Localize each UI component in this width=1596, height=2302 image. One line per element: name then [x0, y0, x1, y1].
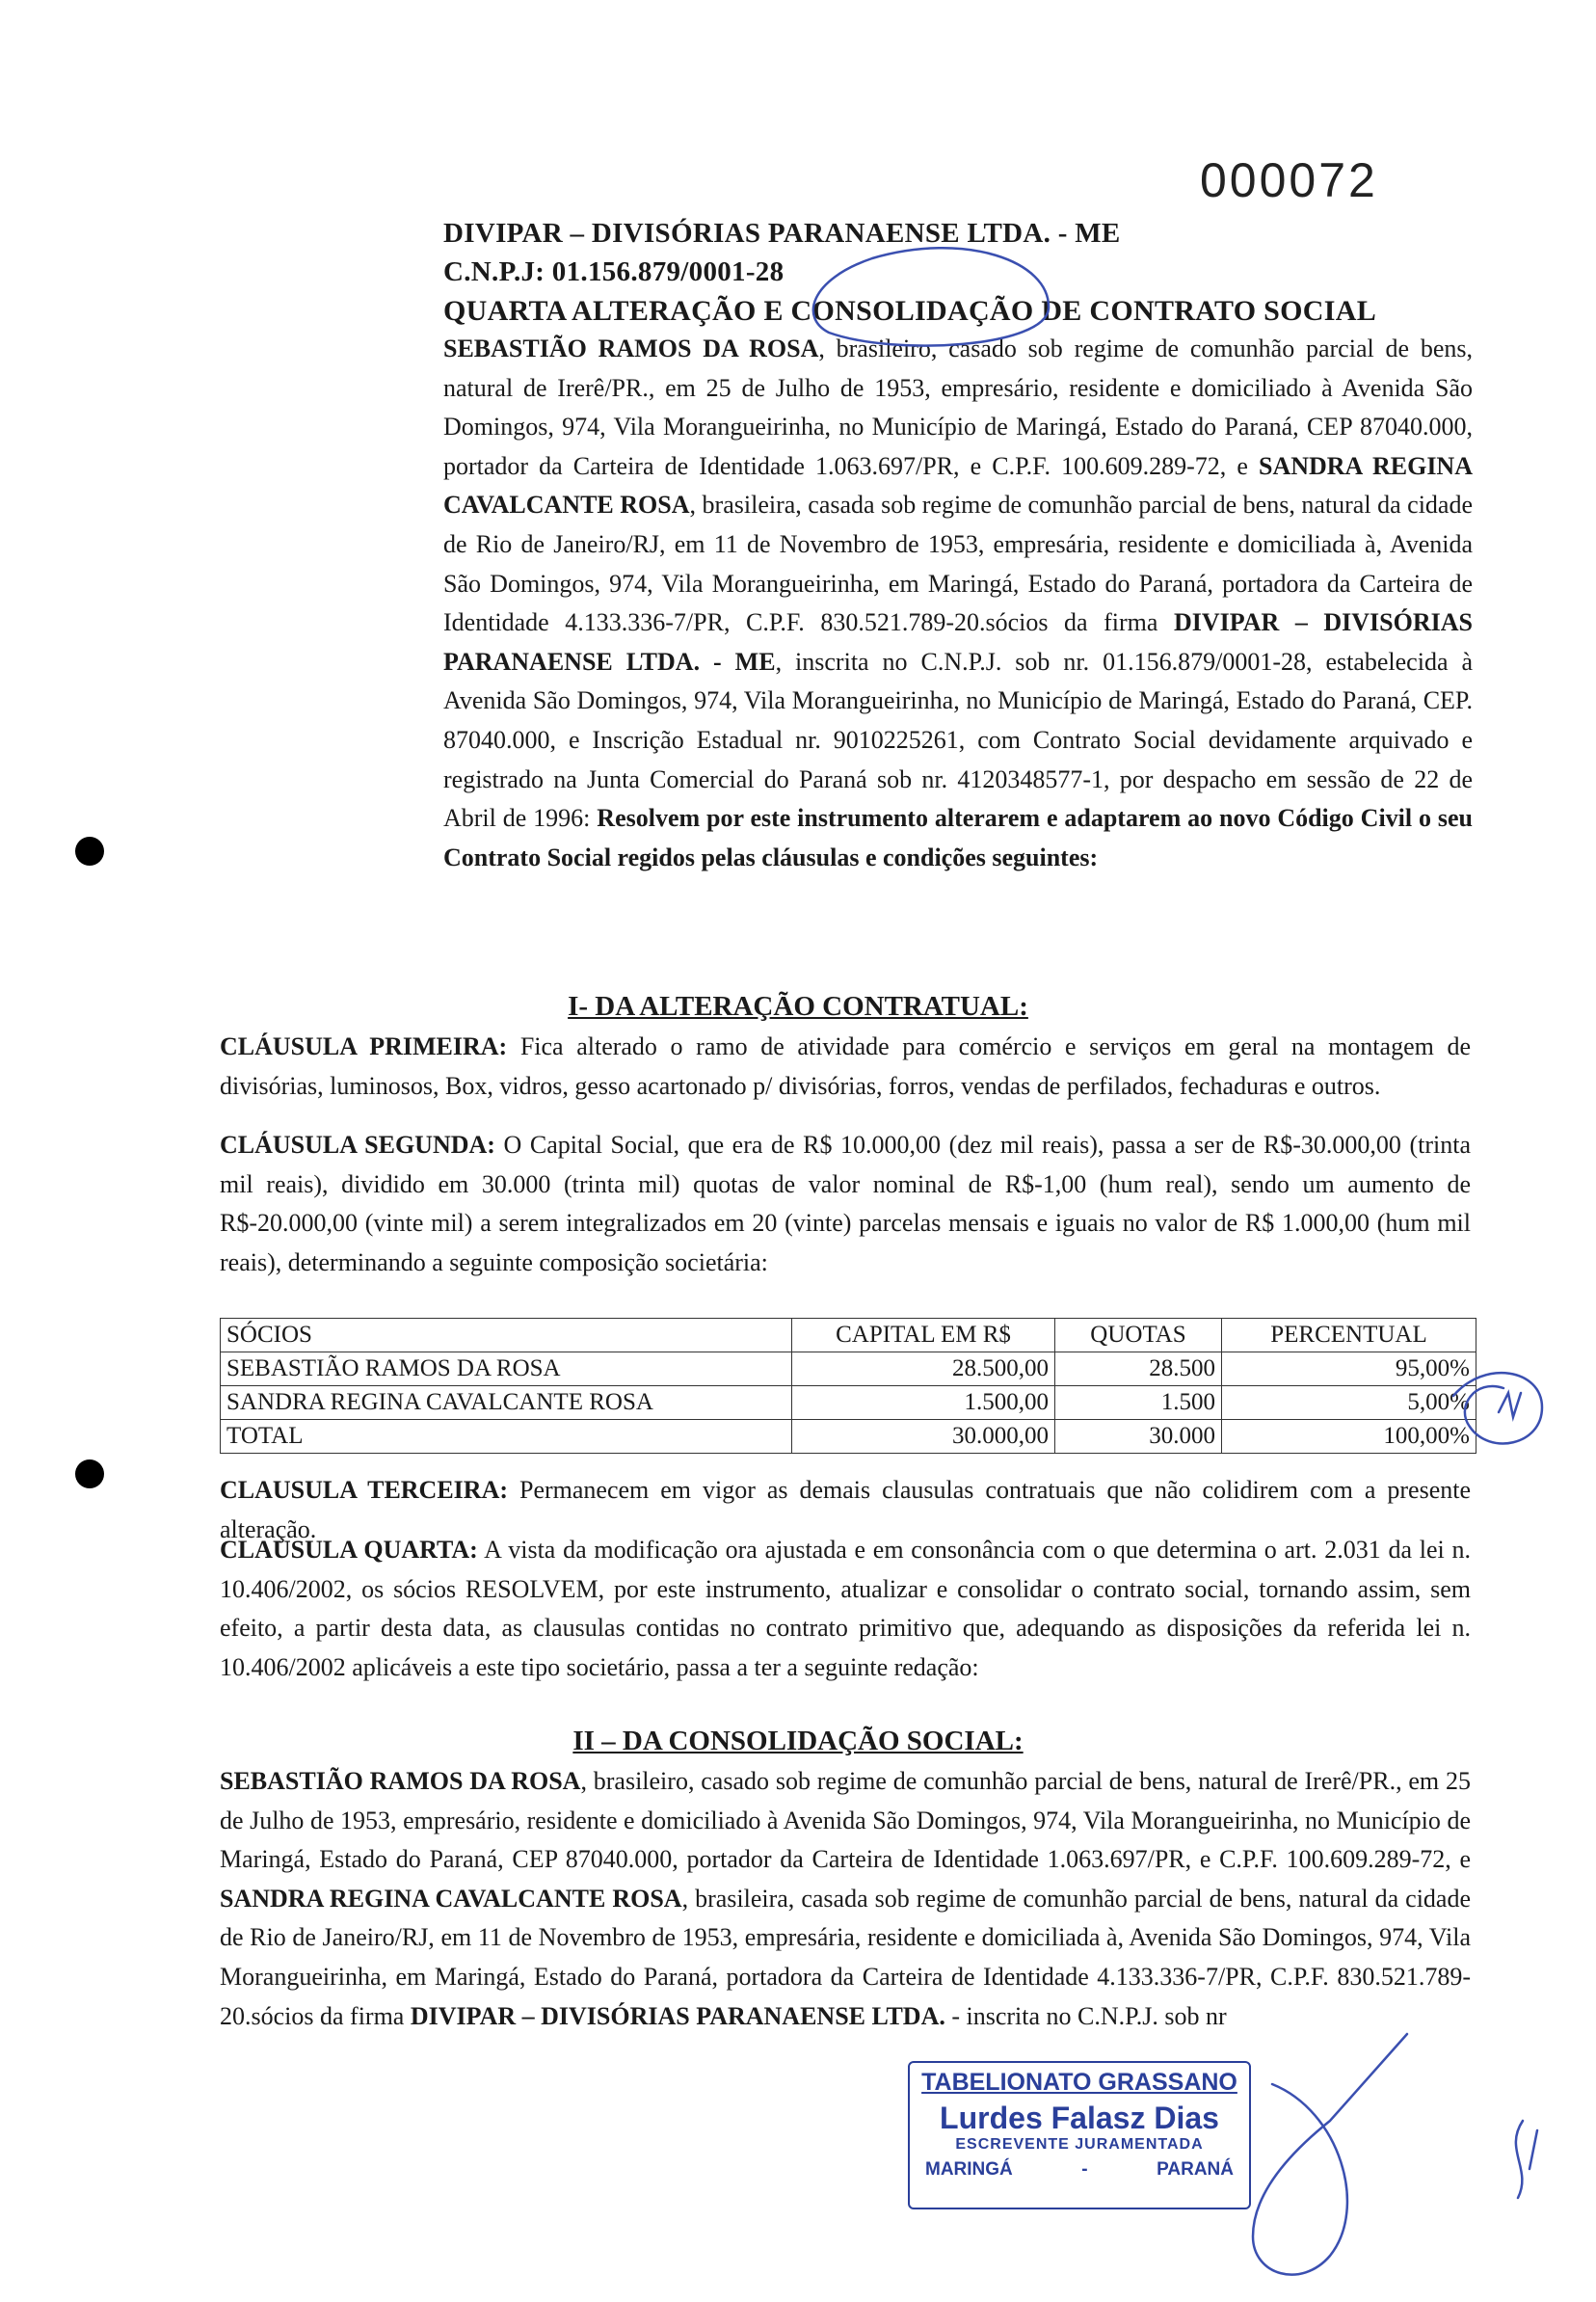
stamp-city: MARINGÁ — [925, 2159, 1013, 2180]
section-1-title: I- DA ALTERAÇÃO CONTRATUAL: — [568, 991, 1028, 1022]
clause-2: CLÁUSULA SEGUNDA: O Capital Social, que era de R$ 10.000,00 (dez mil reais), passa a ser de R$-30.000,00 (trinta mil reais), dividido em 30.000 (trinta mil) quotas de valor nominal de R$-1,00 (hum real), sendo um aumento de R$-20.000,00 (vinte mil) a serem integralizados em 20 (vinte) parcelas mensais e iguais no valor de R$ 1.000,00 (hum mil reais), determinando a seguinte composição societária: — [220, 1131, 1471, 1276]
table-cell: 1.500,00 — [792, 1386, 1055, 1420]
clause-1-label: CLÁUSULA PRIMEIRA: — [220, 1032, 508, 1060]
firm-name: DIVIPAR – DIVISÓRIAS PARANAENSE LTDA. - ME — [443, 608, 1473, 676]
table-header: SÓCIOS — [221, 1319, 792, 1352]
clause-3: CLAUSULA TERCEIRA: Permanecem em vigor as demais clausulas contratuais que não colidirem com a presente alteração. — [220, 1476, 1471, 1543]
stamp-dash: - — [1081, 2159, 1088, 2180]
table-header: CAPITAL EM R$ — [792, 1319, 1055, 1352]
stamp-notary-name: Lurdes Falasz Dias — [940, 2101, 1219, 2135]
table-cell: 28.500,00 — [792, 1352, 1055, 1386]
table-cell: 100,00% — [1222, 1420, 1476, 1454]
stamp-state: PARANÁ — [1157, 2159, 1234, 2180]
table-cell: 5,00% — [1222, 1386, 1476, 1420]
clause-4: CLAUSULA QUARTA: A vista da modificação ora ajustada e em consonância com o que determina o art. 2.031 da lei n. 10.406/2002, os sócios RESOLVEM, por este instrumento, atualizar e consolidar o contrato social, tornando assim, sem efeito, a partir desta data, as clausulas contidas no contrato primitivo que, adequando as disposições da referida lei n. 10.406/2002 aplicáveis a este tipo societário, passa a ter a seguinte redação: — [220, 1536, 1471, 1681]
cnpj-heading: C.N.P.J: 01.156.879/0001-28 — [443, 256, 785, 287]
stamp-office: TABELIONATO GRASSANO — [921, 2069, 1237, 2096]
page-number: 000072 — [1200, 153, 1378, 207]
clause-3-label: CLAUSULA TERCEIRA: — [220, 1476, 509, 1504]
table-cell: 30.000 — [1055, 1420, 1222, 1454]
table-header: PERCENTUAL — [1222, 1319, 1476, 1352]
partner-name-1: SEBASTIÃO RAMOS DA ROSA — [220, 1767, 581, 1795]
partner-name-2: SANDRA REGINA CAVALCANTE ROSA — [443, 451, 1473, 520]
section-2-title: II – DA CONSOLIDAÇÃO SOCIAL: — [572, 1726, 1024, 1756]
partner-name-1: SEBASTIÃO RAMOS DA ROSA — [443, 335, 819, 362]
table-cell: SEBASTIÃO RAMOS DA ROSA — [221, 1352, 792, 1386]
signature-flourish — [1516, 2121, 1537, 2198]
clause-1: CLÁUSULA PRIMEIRA: Fica alterado o ramo de atividade para comércio e serviços em geral na montagem de divisórias, luminosos, Box, vidros, gesso acartonado p/ divisórias, forros, vendas de perfilados, fechaduras e outros. — [220, 1032, 1471, 1100]
ink-circle-title — [813, 248, 1049, 345]
partner-name-2: SANDRA REGINA CAVALCANTE ROSA — [220, 1884, 682, 1913]
table-cell: 28.500 — [1055, 1352, 1222, 1386]
table-cell: 30.000,00 — [792, 1420, 1055, 1454]
table-cell: TOTAL — [221, 1420, 792, 1454]
intro-paragraph: SEBASTIÃO RAMOS DA ROSA, brasileiro, casado sob regime de comunhão parcial de bens, natural de Irerê/PR., em 25 de Julho de 1953, empresário, residente e domiciliado à Avenida São Domingos, 974, Vila Morangueirinha, no Município de Maringá, Estado do Paraná, CEP 87040.000, portador da Carteira de Identidade 1.063.697/PR, e C.P.F. 100.609.289-72, e SANDRA REGINA CAVALCANTE ROSA, brasileira, casada sob regime de comunhão parcial de bens, natural da cidade de Rio de Janeiro/RJ, em 11 de Novembro de 1953, empresária, residente e domiciliada à, Avenida São Domingos, 974, Vila Morangueirinha, em Maringá, Estado do Paraná, portadora da Carteira de Identidade 4.133.336-7/PR, C.P.F. 830.521.789-20.sócios da firma DIVIPAR – DIVISÓRIAS PARANAENSE LTDA. - ME, inscrita no C.N.P.J. sob nr. 01.156.879/0001-28, estabelecida à Avenida São Domingos, 974, Vila Morangueirinha, no Município de Maringá, Estado do Paraná, CEP. 87040.000, e Inscrição Estadual nr. 9010225261, com Contrato Social devidamente arquivado e registrado na Junta Comercial do Paraná sob nr. 4120348577-1, por despacho em sessão de 22 de Abril de 1996: Resolvem por este instrumento alterarem e adaptarem ao novo Código Civil o seu Contrato Social regidos pelas cláusulas e condições seguintes: — [443, 335, 1473, 871]
clause-4-label: CLAUSULA QUARTA: — [220, 1536, 478, 1564]
table-cell: 1.500 — [1055, 1386, 1222, 1420]
company-heading: DIVIPAR – DIVISÓRIAS PARANAENSE LTDA. - ME — [443, 218, 1121, 249]
document-title: QUARTA ALTERAÇÃO E CONSOLIDAÇÃO DE CONTRATO SOCIAL — [443, 295, 1377, 327]
resolve-statement: Resolvem por este instrumento alterarem e adaptarem ao novo Código Civil o seu Contrato Social regidos pelas cláusulas e condições seguintes: — [443, 804, 1473, 871]
firm-name: DIVIPAR – DIVISÓRIAS PARANAENSE LTDA. — [410, 2001, 945, 2030]
stamp-role: ESCREVENTE JURAMENTADA — [955, 2136, 1204, 2153]
signature-arc — [1253, 2034, 1407, 2275]
initial-scribble — [1453, 1373, 1542, 1443]
table-cell: 95,00% — [1222, 1352, 1476, 1386]
clause-2-label: CLÁUSULA SEGUNDA: — [220, 1131, 495, 1159]
table-header: QUOTAS — [1055, 1319, 1222, 1352]
consolidation-paragraph: SEBASTIÃO RAMOS DA ROSA, brasileiro, casado sob regime de comunhão parcial de bens, natural de Irerê/PR., em 25 de Julho de 1953, empresário, residente e domiciliado à Avenida São Domingos, 974, Vila Morangueirinha, no Município de Maringá, Estado do Paraná, CEP 87040.000, portador da Carteira de Identidade 1.063.697/PR, e C.P.F. 100.609.289-72, e SANDRA REGINA CAVALCANTE ROSA, brasileira, casada sob regime de comunhão parcial de bens, natural da cidade de Rio de Janeiro/RJ, em 11 de Novembro de 1953, empresária, residente e domiciliada à, Avenida São Domingos, 974, Vila Morangueirinha, em Maringá, Estado do Paraná, portadora da Carteira de Identidade 4.133.336-7/PR, C.P.F. 830.521.789-20.sócios da firma DIVIPAR – DIVISÓRIAS PARANAENSE LTDA. - inscrita no C.N.P.J. sob nr — [220, 1767, 1471, 2030]
table-cell: SANDRA REGINA CAVALCANTE ROSA — [221, 1386, 792, 1420]
